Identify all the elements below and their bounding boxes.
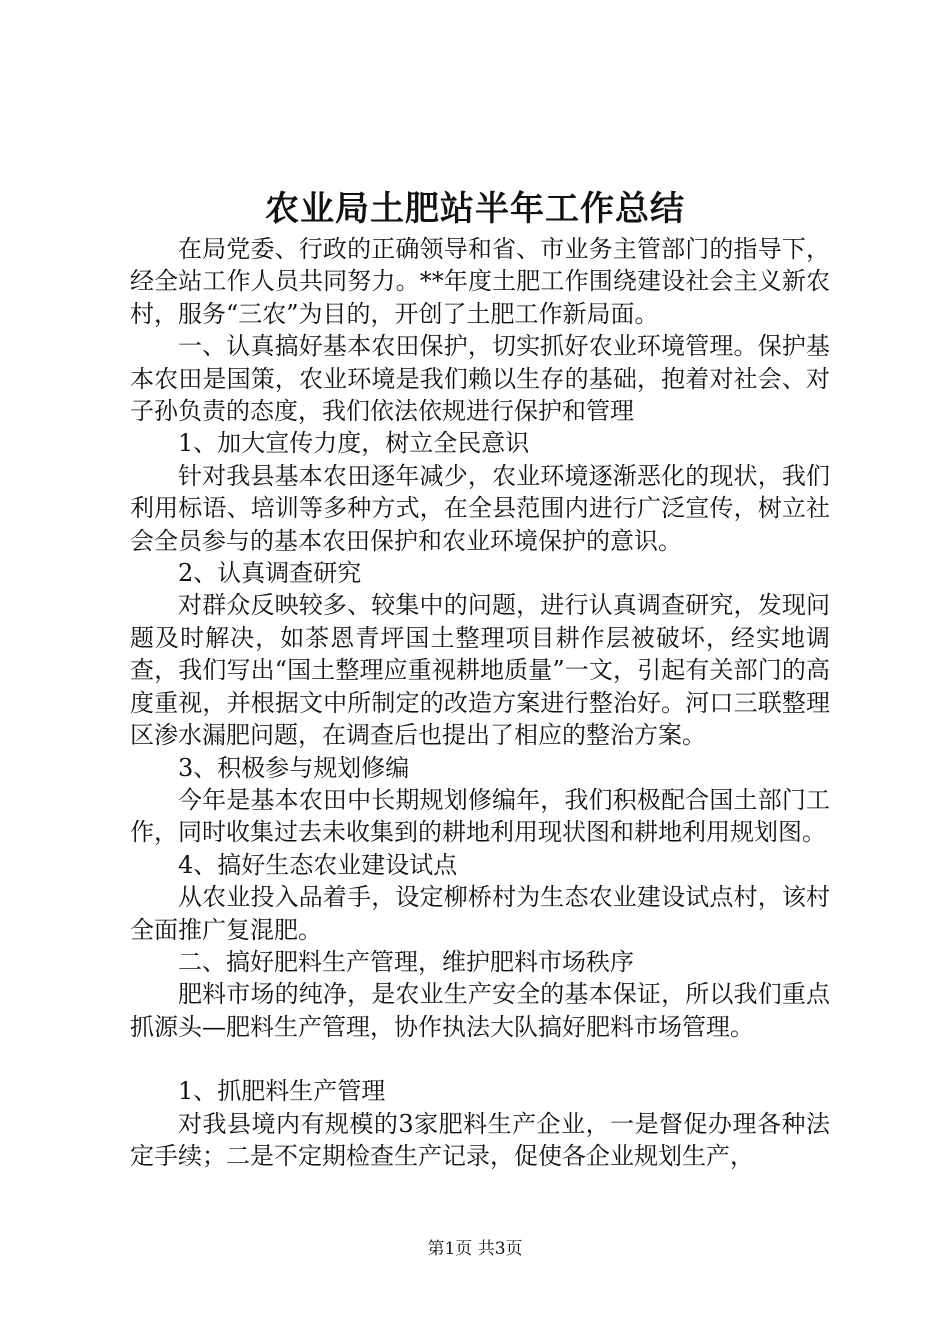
page-number-footer: 第1页 共3页: [427, 1239, 523, 1259]
paragraph-section-2-heading: 二、搞好肥料生产管理，维护肥料市场秩序: [178, 947, 634, 976]
document-body: [130, 233, 830, 1172]
paragraph-item-4-heading: 4、搞好生态农业建设试点: [178, 850, 458, 879]
paragraph-section-2-item-1-body: 对我县境内有规模的3家肥料生产企业，一是督促办理各种法定手续；二是不定期检查生产记录，促使各企业规划生产，: [130, 1109, 830, 1170]
paragraph-section-2-body: 肥料市场的纯净，是农业生产安全的基本保证，所以我们重点抓源头—肥料生产管理，协作执法大队搞好肥料市场管理。: [130, 980, 830, 1041]
document-title: 农业局土肥站半年工作总结: [265, 189, 685, 229]
paragraph-intro: 在局党委、行政的正确领导和省、市业务主管部门的指导下，经全站工作人员共同努力。**年度土肥工作围绕建设社会主义新农村，服务“三农”为目的，开创了土肥工作新局面。: [130, 235, 830, 328]
paragraph-item-4-body: 从农业投入品着手，设定柳桥村为生态农业建设试点村，该村全面推广复混肥。: [130, 883, 830, 944]
paragraph-item-3-heading: 3、积极参与规划修编: [178, 753, 410, 782]
paragraph-item-1-body: 针对我县基本农田逐年减少，农业环境逐渐恶化的现状，我们利用标语、培训等多种方式，在全县范围内进行广泛宣传，树立社会全员参与的基本农田保护和农业环境保护的意识。: [130, 461, 830, 555]
paragraph-section-2-item-1-heading: 1、抓肥料生产管理: [178, 1077, 386, 1106]
paragraph-item-3-body: 今年是基本农田中长期规划修编年，我们积极配合国土部门工作，同时收集过去未收集到的耕地利用现状图和耕地利用规划图。: [130, 785, 830, 847]
paragraph-item-2-body: 对群众反映较多、较集中的问题，进行认真调查研究，发现问题及时解决，如茶恩青坪国土整理项目耕作层被破坏，经实地调查，我们写出“国土整理应重视耕地质量”一文，引起有关部门的高度重视，并根据文中所制定的改造方案进行整治好。河口三联整理区渗水漏肥问题，在调查后也提出了相应的整治方案。: [130, 591, 830, 750]
paragraph-item-1-heading: 1、加大宣传力度，树立全民意识: [178, 429, 530, 458]
paragraph-section-1-heading: 一、认真搞好基本农田保护，切实抓好农业环境管理。保护基本农田是国策，农业环境是我们赖以生存的基础，抱着对社会、对子孙负责的态度，我们依法依规进行保护和管理: [130, 332, 830, 426]
paragraph-item-2-heading: 2、认真调查研究: [178, 559, 362, 588]
